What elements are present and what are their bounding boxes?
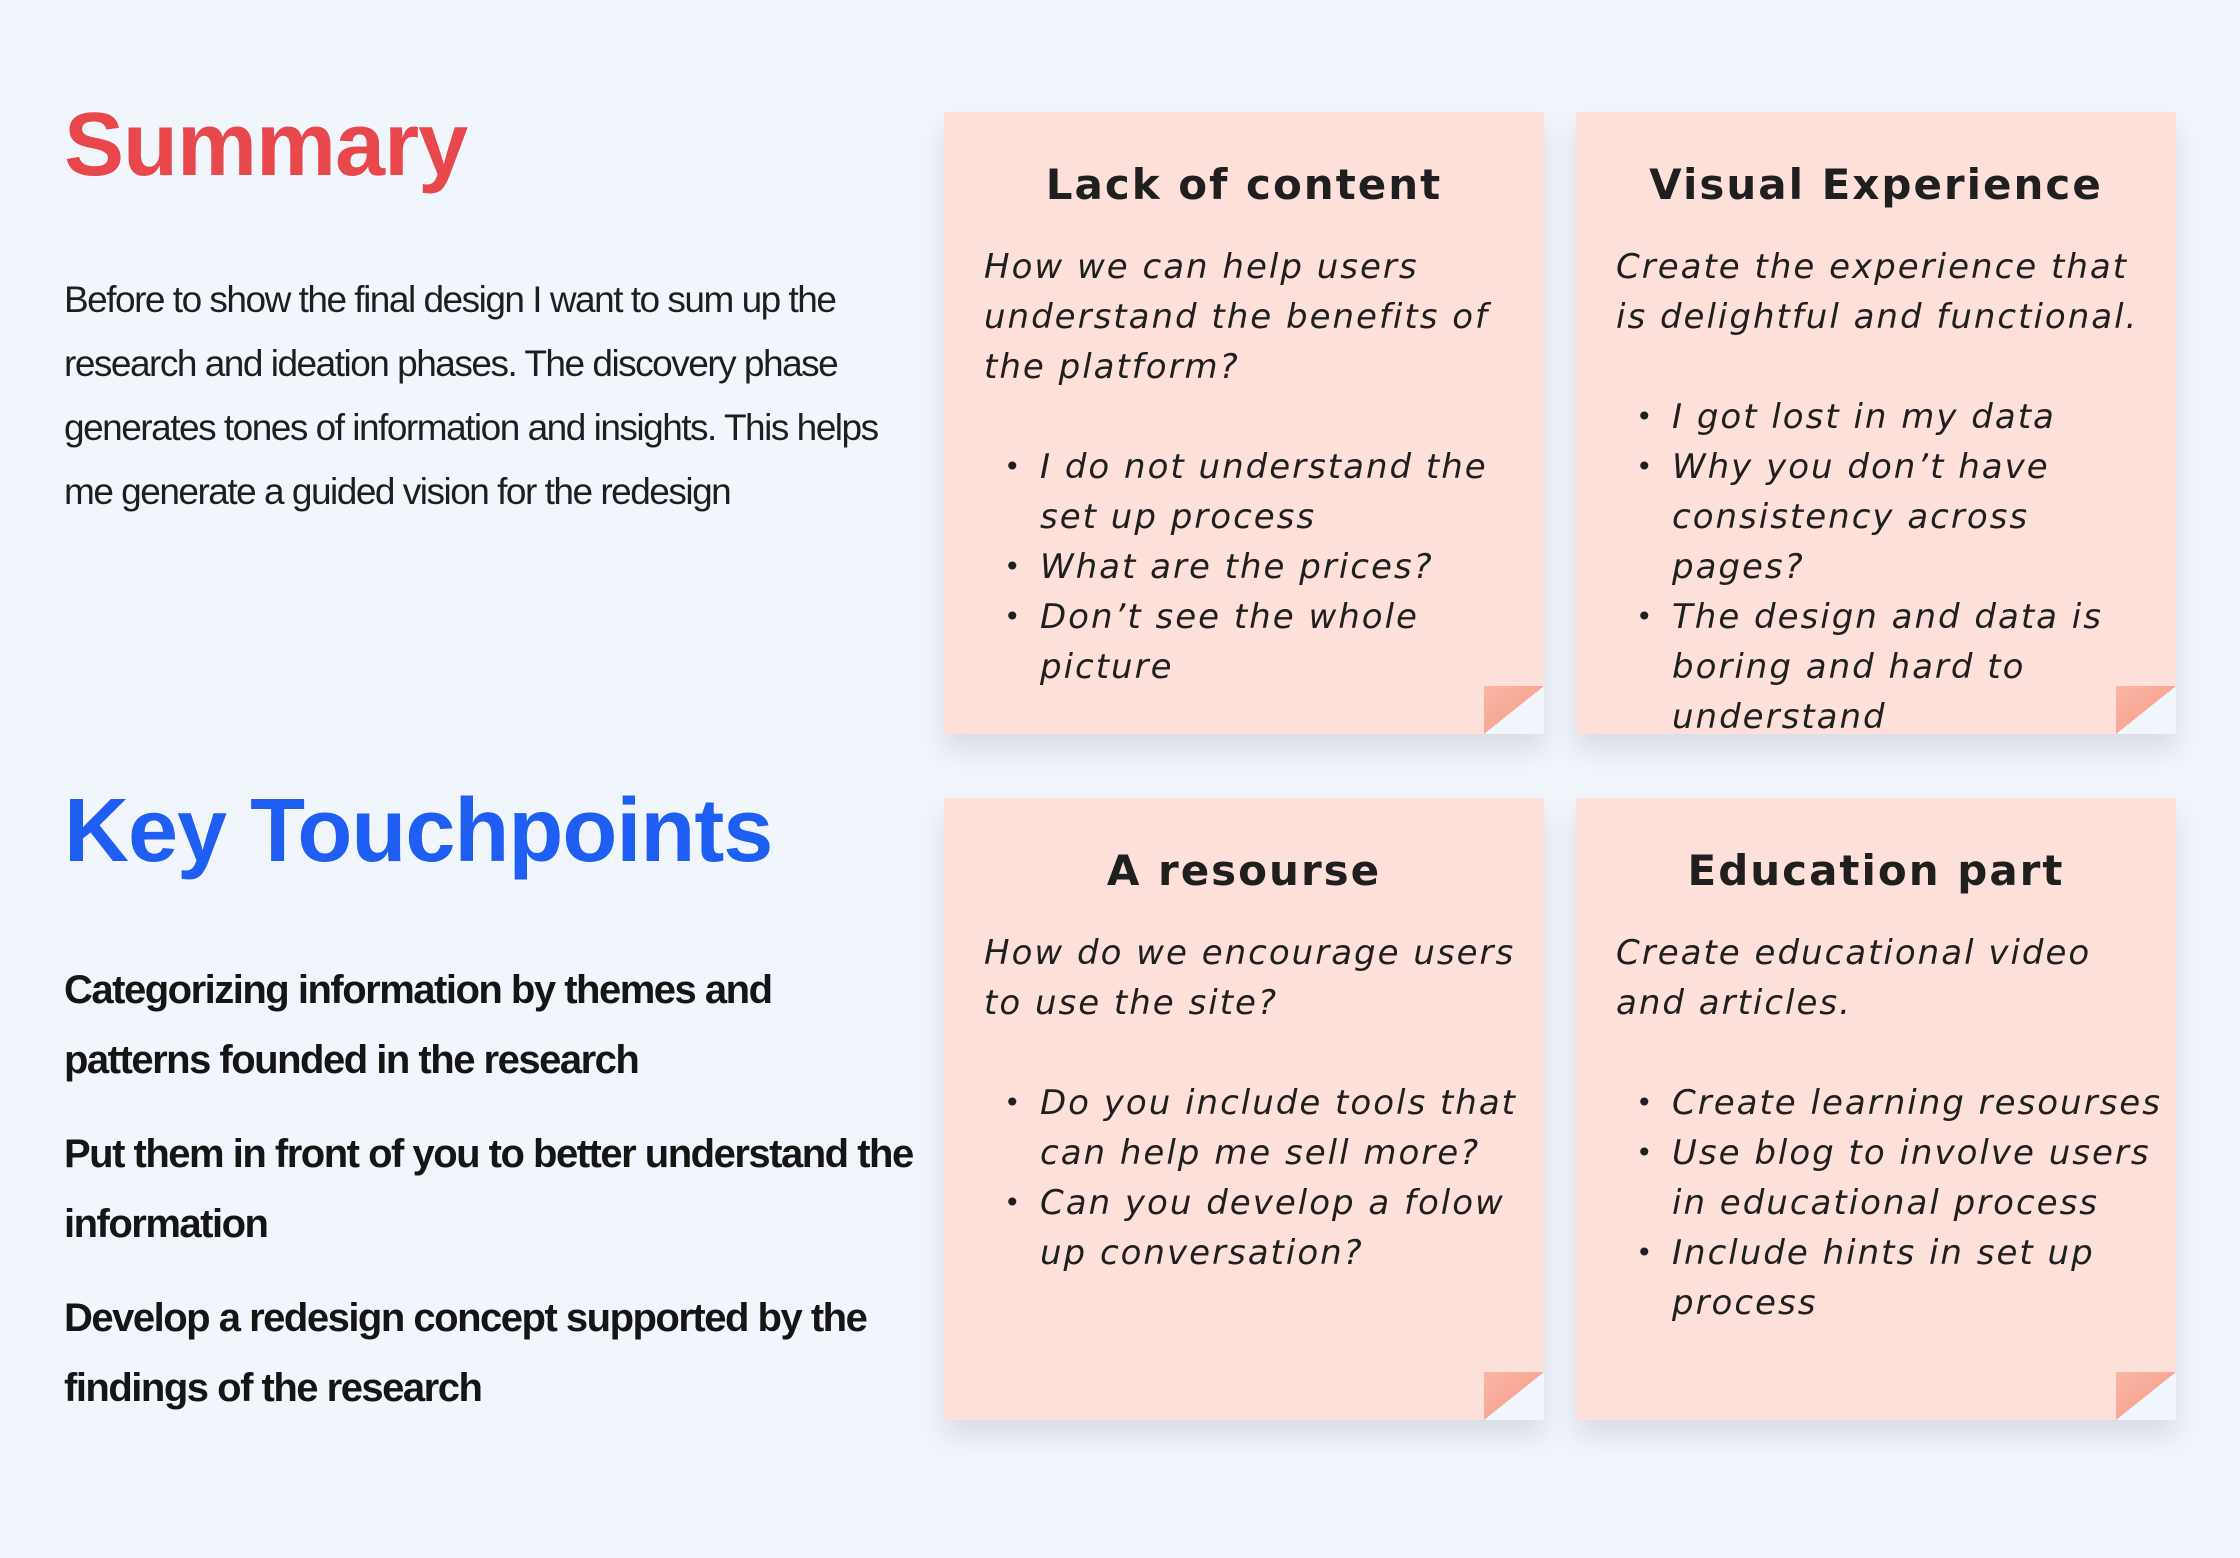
- sticky-note-education-part: [1576, 798, 2176, 1420]
- summary-title: Summary: [64, 95, 468, 195]
- note-bullet-list: [984, 442, 1534, 692]
- key-touchpoint-item: Categorizing information by themes and patterns founded in the research: [64, 968, 772, 1082]
- note-bullet: • The design and data is boring and hard to understand: [1616, 592, 2166, 742]
- note-bullet-list: [984, 1078, 1534, 1278]
- note-question: Create the experience that is delightful and functional.: [1616, 247, 2139, 337]
- note-question: How we can help users understand the benefits of the platform?: [984, 247, 1490, 387]
- key-touchpoints-list: [64, 955, 924, 1447]
- note-bullet: • What are the prices?: [984, 542, 1534, 592]
- note-question: Create educational video and articles.: [1616, 933, 2092, 1023]
- note-bullet: • Don’t see the whole picture: [984, 592, 1534, 692]
- summary-text: Before to show the final design I want to sum up the research and ideation phases. The discovery phase generates tones of information and insights. This helps me generate a guided vision for the redesign: [64, 279, 878, 512]
- note-bullet-list: [1616, 1078, 2166, 1328]
- note-fold-corner: [2116, 1372, 2176, 1420]
- note-bullet: • Can you develop a folow up conversation?: [984, 1178, 1534, 1278]
- key-touchpoint-item: Develop a redesign concept supported by the findings of the research: [64, 1296, 867, 1410]
- note-bullet: • I do not understand the set up process: [984, 442, 1534, 542]
- note-bullet-list: [1616, 392, 2166, 742]
- sticky-note-a-resourse: [944, 798, 1544, 1420]
- note-bullet: • Include hints in set up process: [1616, 1228, 2166, 1328]
- key-touchpoint-item: Put them in front of you to better understand the information: [64, 1132, 913, 1246]
- sticky-note-lack-of-content: [944, 112, 1544, 734]
- note-bullet: • I got lost in my data: [1616, 392, 2166, 442]
- note-fold-corner: [1484, 686, 1544, 734]
- note-bullet: • Why you don’t have consistency across pages?: [1616, 442, 2166, 592]
- note-fold-corner: [2116, 686, 2176, 734]
- key-touchpoints-title: Key Touchpoints: [64, 781, 773, 881]
- note-bullet: • Create learning resourses: [1616, 1078, 2166, 1128]
- note-bullet: • Do you include tools that can help me sell more?: [984, 1078, 1534, 1178]
- sticky-note-visual-experience: [1576, 112, 2176, 737]
- note-bullet: • Use blog to involve users in educational process: [1616, 1128, 2166, 1228]
- note-fold-corner: [1484, 1372, 1544, 1420]
- note-title: Visual Experience: [1649, 160, 2103, 209]
- note-title: Education part: [1687, 846, 2065, 895]
- note-question: How do we encourage users to use the site?: [984, 933, 1516, 1023]
- note-title: A resourse: [1106, 846, 1382, 895]
- note-title: Lack of content: [1045, 160, 1443, 209]
